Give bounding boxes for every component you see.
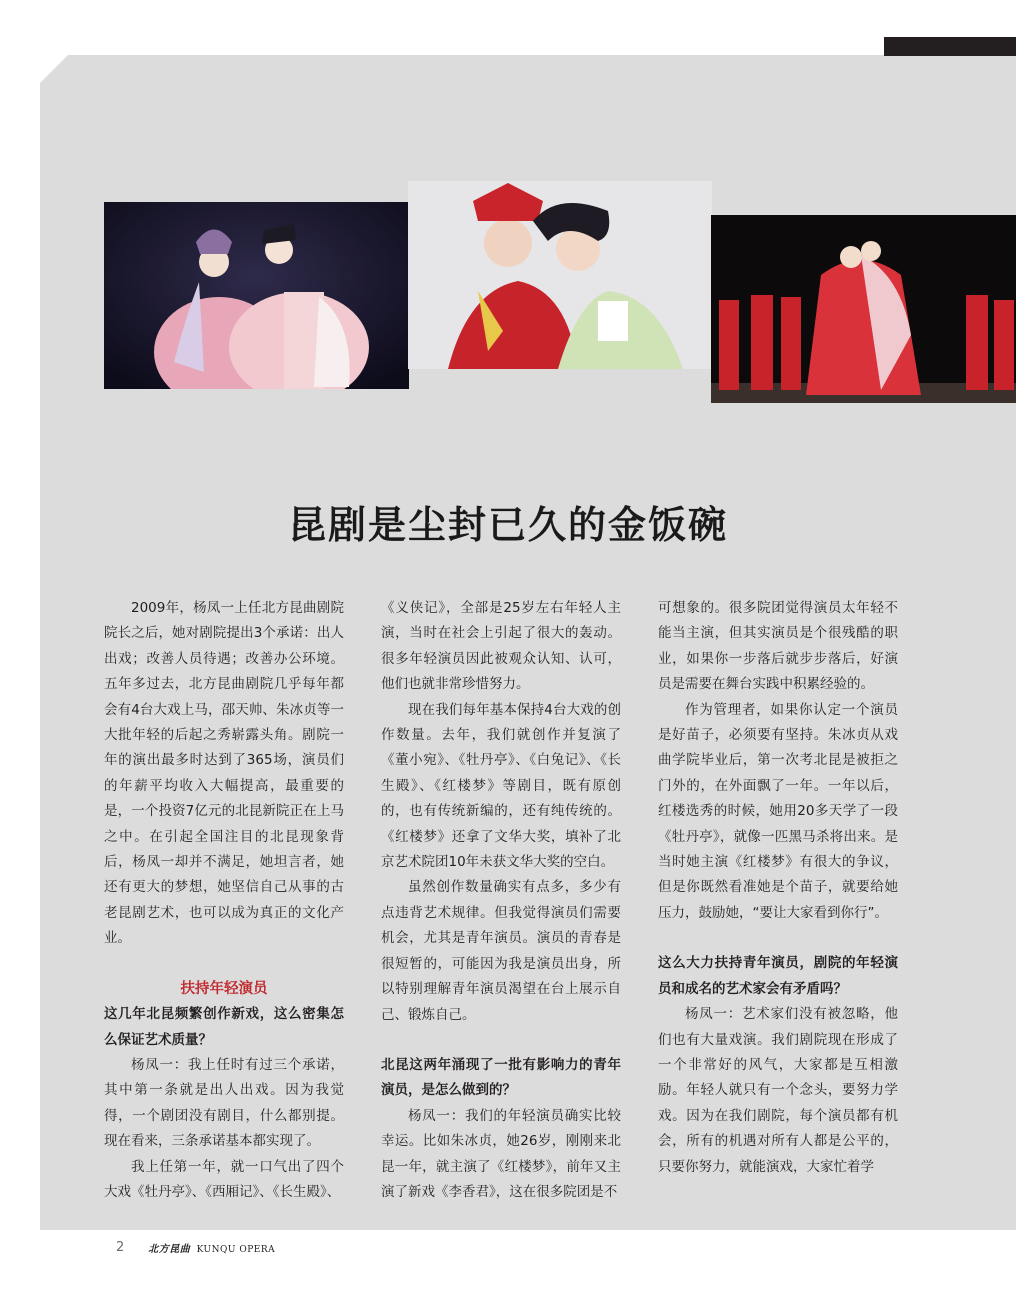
paragraph: 我上任第一年，就一口气出了四个大戏《牡丹亭》、《西厢记》、《长生殿》、 [104, 1158, 344, 1200]
interview-question: 北昆这两年涌现了一批有影响力的青年演员，是怎么做到的？ [381, 1056, 621, 1099]
paragraph: 虽然创作数量确实有点多，多少有点违背艺术规律。但我觉得演员们需要机会，尤其是青年演员。演员的青春是很短暂的，可能因为我是演员出身，所以特别理解青年演员渴望在台上展示自己、锻炼自己。 [381, 879, 621, 1023]
section-subheading: 扶持年轻演员 [180, 980, 268, 997]
paragraph: 作为管理者，如果你认定一个演员是好苗子，必须要有坚持。朱冰贞从戏曲学院毕业后，第一次考北昆是被拒之门外的，在外面飘了一年。一年以后，红楼选秀的时候，她用20多天学了一段《牡丹亭》，就像一匹黑马杀将出来。是当时她主演《红楼梦》有很大的争议，但是你既然看准她是个苗子，就要给她压力，鼓励她，“要让大家看到你行”。 [658, 701, 898, 921]
paragraph: 《义侠记》，全部是25岁左右年轻人主演，当时在社会上引起了很大的轰动。很多年轻演员因此被观众认知、认可，他们也就非常珍惜努力。 [381, 600, 621, 693]
magazine-brand [148, 1240, 275, 1255]
article-headline: 昆剧是尘封已久的金饭碗 [287, 502, 728, 547]
photo-stage-duet-pink [104, 202, 409, 389]
paragraph: 杨凤一：我上任时有过三个承诺，其中第一条就是出人出戏。因为我觉得，一个剧团没有剧目，什么都别提。现在看来，三条承诺基本都实现了。 [104, 1056, 344, 1150]
photo-stage-ensemble-red [711, 215, 1016, 403]
paragraph: 杨凤一：艺术家们没有被忽略，他们也有大量戏演。我们剧院现在形成了一个非常好的风气，大家都是互相激励。年轻人就只有一个念头，要努力学戏。因为在我们剧院，每个演员都有机会，所有的机遇对所有人都是公平的，只要你努力，就能演戏，大家忙着学 [658, 1006, 898, 1175]
page-number: 2 [116, 1240, 125, 1255]
paragraph: 杨凤一：我们的年轻演员确实比较幸运。比如朱冰贞，她26岁，刚刚来北昆一年，就主演了《红楼梦》，前年又主演了新戏《李香君》，这在很多院团是不 [381, 1107, 621, 1200]
text-column-2 [381, 596, 621, 1205]
page-footer [116, 1240, 275, 1255]
paragraph: 现在我们每年基本保持4台大戏的创作数量。去年，我们就创作并复演了《董小宛》、《牡丹亭》、《白兔记》、《长生殿》、《红楼梦》等剧目，既有原创的，也有传统新编的，还有纯传统的。《红楼梦》还拿了文华大奖，填补了北京艺术院团10年未获文华大奖的空白。 [381, 701, 621, 871]
interview-question: 这么大力扶持青年演员，剧院的年轻演员和成名的艺术家会有矛盾吗？ [658, 955, 898, 997]
text-column-1 [104, 596, 344, 1205]
brand-chinese: 北方昆曲 [148, 1244, 191, 1255]
brand-english: KUNQU OPERA [196, 1245, 276, 1255]
corner-bar [884, 37, 1016, 56]
photo-costume-portrait [408, 181, 712, 369]
text-column-3 [658, 596, 898, 1180]
paragraph: 2009年，杨凤一上任北方昆曲剧院院长之后，她对剧院提出3个承诺：出人出戏；改善人员待遇；改善办公环境。五年多过去，北方昆曲剧院几乎每年都会有4台大戏上马，邵天帅、朱冰贞等一大批年轻的后起之秀崭露头角。剧院一年的演出最多时达到了365场，演员们的年薪平均收入大幅提高，最重要的是，一个投资7亿元的北昆新院正在上马之中。在引起全国注目的北昆现象背后，杨凤一却并不满足，她坦言者，她还有更大的梦想，她坚信自己从事的古老昆剧艺术，也可以成为真正的文化产业。 [104, 600, 344, 947]
paragraph: 可想象的。很多院团觉得演员太年轻不能当主演，但其实演员是个很残酷的职业，如果你一步落后就步步落后，好演员是需要在舞台实践中积累经验的。 [658, 600, 898, 693]
interview-question: 这几年北昆频繁创作新戏，这么密集怎么保证艺术质量？ [104, 1006, 344, 1048]
